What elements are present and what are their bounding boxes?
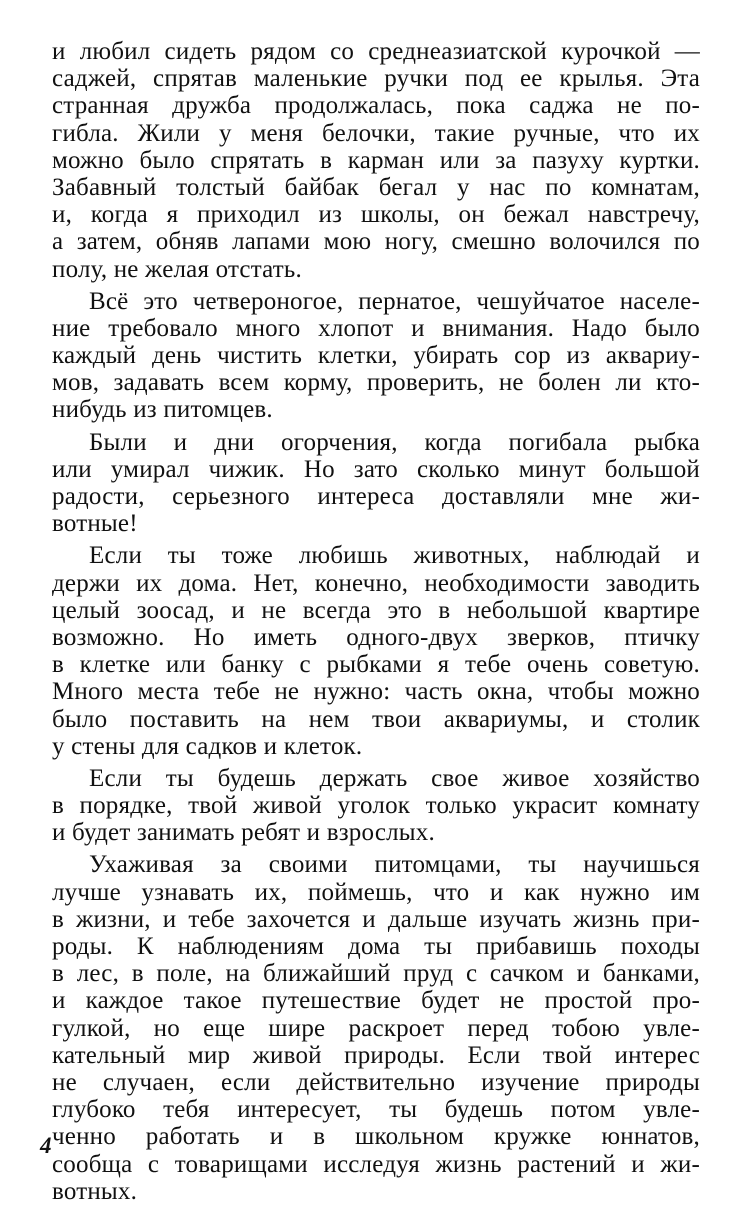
- text-line: Если ты тоже любишь животных, наблюдай и: [89, 542, 700, 570]
- text-line: саджей, спрятав маленькие ручки под ее крылья. Эта: [52, 65, 700, 93]
- text-line: было поставить на нем твои аквариумы, и столик: [52, 705, 700, 733]
- text-line: каждый день чистить клетки, убирать сор из аквариу-: [52, 342, 700, 370]
- text-line: в порядке, твой живой уголок только украсит комнату: [52, 792, 700, 820]
- text-line: Ухаживая за своими питомцами, ты научишься: [89, 851, 700, 879]
- paragraph: [52, 851, 700, 1204]
- paragraph: [52, 38, 700, 283]
- paragraph: [52, 542, 700, 760]
- text-line: кательный мир живой природы. Если твой интерес: [52, 1041, 700, 1069]
- page-body: [52, 38, 700, 1205]
- text-line: сообща с товарищами исследуя жизнь растений и жи-: [52, 1150, 700, 1178]
- paragraph: [52, 288, 700, 424]
- text-line: Забавный толстый байбак бегал у нас по комнатам,: [52, 173, 700, 201]
- text-line: Были и дни огорчения, когда погибала рыбка: [89, 428, 700, 456]
- text-line: можно было спрятать в карман или за пазуху куртки.: [52, 146, 700, 174]
- text-line: в клетке или банку с рыбками я тебе очень советую.: [52, 651, 700, 679]
- text-line: у стены для садков и клеток.: [52, 732, 363, 760]
- text-line: целый зоосад, и не всегда это в небольшой квартире: [52, 596, 700, 624]
- text-line: странная дружба продолжалась, пока саджа не по-: [52, 92, 700, 120]
- text-line: ченно работать и в школьном кружке юннатов,: [52, 1123, 700, 1151]
- text-line: и будет занимать ребят и взрослых.: [52, 819, 435, 847]
- text-line: и, когда я приходил из школы, он бежал навстречу,: [52, 201, 700, 229]
- text-line: или умирал чижик. Но зато сколько минут большой: [52, 455, 700, 483]
- paragraph: [52, 429, 700, 538]
- text-line: Всё это четвероногое, пернатое, чешуйчатое населе-: [89, 287, 700, 315]
- text-line: Много места тебе не нужно: часть окна, чтобы можно: [52, 678, 700, 706]
- text-line: держи их дома. Нет, конечно, необходимости заводить: [52, 569, 700, 597]
- text-line: ние требовало много хлопот и внимания. Надо было: [52, 314, 700, 342]
- paragraph: [52, 765, 700, 847]
- text-line: радости, серьезного интереса доставляли мне жи-: [52, 483, 700, 510]
- text-line: лучше узнавать их, поймешь, что и как нужно им: [52, 878, 700, 906]
- text-line: Если ты будешь держать свое живое хозяйство: [89, 764, 700, 792]
- text-line: полу, не желая отстать.: [52, 255, 302, 283]
- text-line: возможно. Но иметь одного-двух зверков, птичку: [52, 623, 700, 651]
- text-line: гулкой, но еще шире раскроет перед тобою увле-: [52, 1014, 700, 1042]
- text-line: не случаен, если действительно изучение природы: [52, 1068, 700, 1096]
- text-line: и любил сидеть рядом со среднеазиатской курочкой —: [52, 38, 700, 65]
- text-line: глубоко тебя интересует, ты будешь потом увле-: [52, 1096, 700, 1124]
- text-line: а затем, обняв лапами мою ногу, смешно волочился по: [52, 228, 700, 256]
- text-line: нибудь из питомцев.: [52, 396, 273, 424]
- text-line: роды. К наблюдениям дома ты прибавишь походы: [52, 933, 700, 960]
- page-number: 4: [40, 1133, 52, 1158]
- text-line: вотные!: [52, 510, 138, 538]
- text-line: гибла. Жили у меня белочки, такие ручные, что их: [52, 119, 700, 147]
- text-line: в лес, в поле, на ближайший пруд с сачком и банками,: [52, 960, 700, 988]
- text-line: мов, задавать всем корму, проверить, не болен ли кто-: [52, 369, 700, 397]
- text-line: вотных.: [52, 1177, 138, 1205]
- text-line: в жизни, и тебе захочется и дальше изучать жизнь при-: [52, 905, 700, 933]
- text-line: и каждое такое путешествие будет не простой про-: [52, 987, 700, 1015]
